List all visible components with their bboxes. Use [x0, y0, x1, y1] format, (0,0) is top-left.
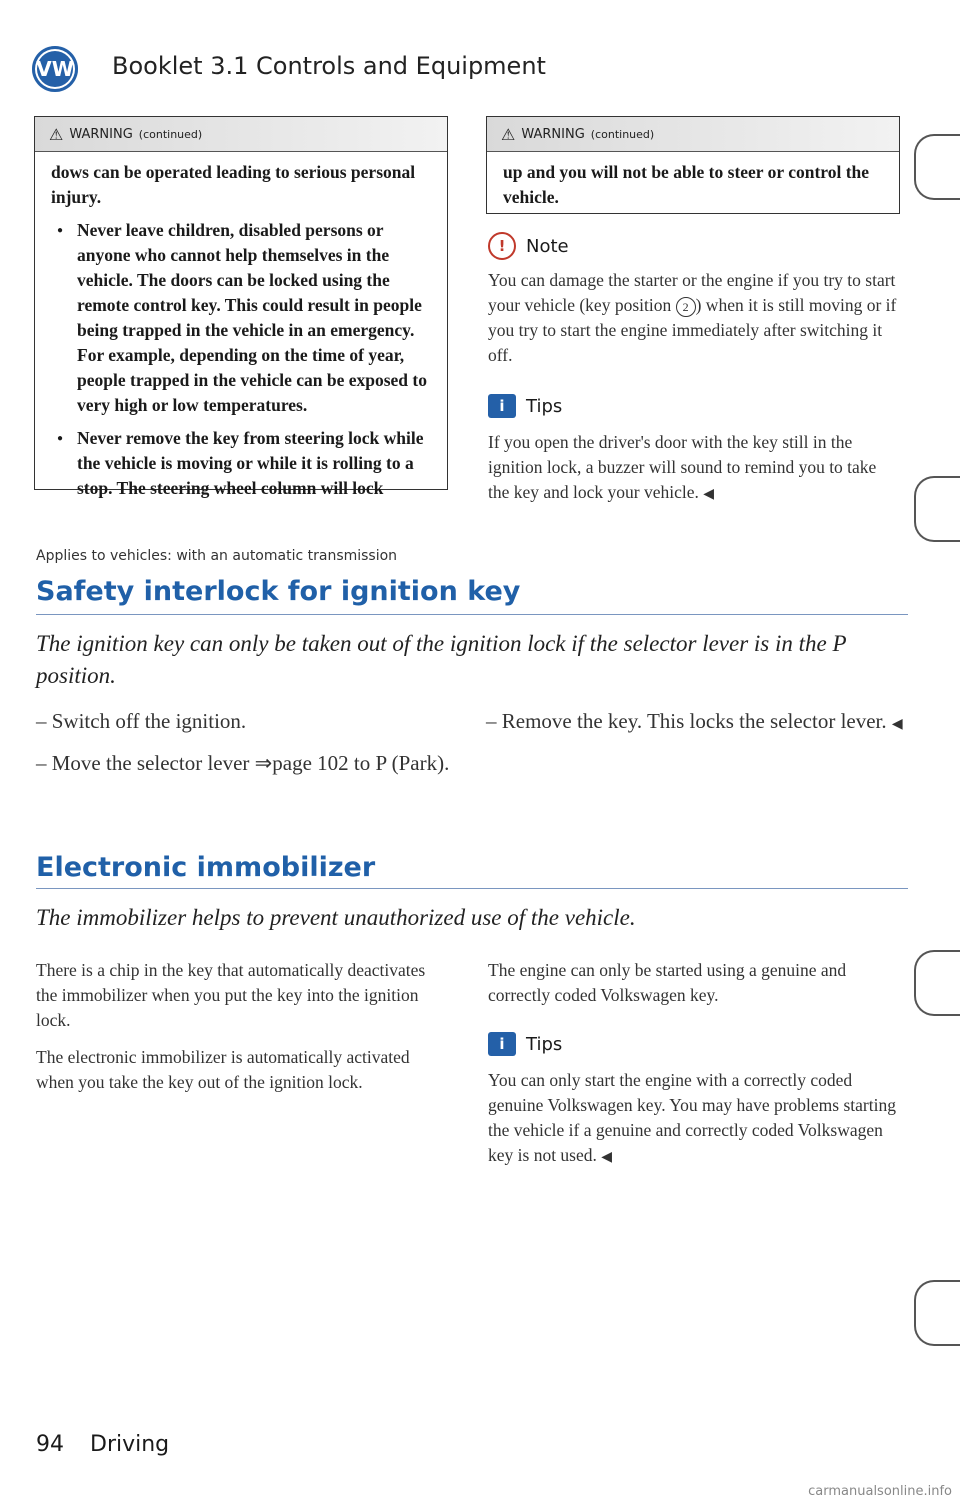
- step-item: – Switch off the ignition.: [36, 709, 247, 733]
- note-header: ! Note: [488, 232, 900, 260]
- applies-to-label: Applies to vehicles: with an automatic transmission: [36, 548, 398, 564]
- tips-text: If you open the driver's door with the key still in the ignition lock, a buzzer will sound to remind you to take the key and lock your vehicle. ◀: [488, 432, 877, 502]
- immobilizer-text-left: [36, 958, 450, 1107]
- warning-triangle-icon: ⚠: [501, 124, 516, 144]
- section-lead: The immobilizer helps to prevent unauthorized use of the vehicle.: [36, 905, 636, 930]
- tips-box: [488, 1032, 900, 1170]
- warning-header: ⚠ WARNING (continued): [487, 117, 899, 152]
- warning-header: ⚠ WARNING (continued): [35, 117, 447, 152]
- steps-left: [36, 706, 454, 790]
- key-position-badge: 2: [676, 297, 696, 317]
- warning-bullet: ● Never remove the key from steering lock while the vehicle is moving or while it is rolling to a stop. The steering wheel column will lock: [51, 426, 433, 501]
- step-item: – Remove the key. This locks the selector lever. ◀: [486, 709, 903, 733]
- thumb-tab-marker: [914, 476, 960, 542]
- warning-bullet: ● Never leave children, disabled persons or anyone who cannot help themselves in the vehicle. The doors can be locked using the remote control key. This could result in people being trapped in the vehicle in an emergency. For example, depending on the time of year, people trapped in the vehicle can be exposed to very high or low temperatures.: [51, 218, 433, 418]
- section-name: Driving: [90, 1432, 170, 1457]
- back-arrow-icon: ◀: [601, 1150, 613, 1165]
- watermark: carmanualsonline.info: [808, 1484, 952, 1499]
- warning-body: [487, 152, 899, 226]
- thumb-tab-marker: [914, 950, 960, 1016]
- section-divider: [36, 888, 908, 889]
- tips-header: i Tips: [488, 1032, 900, 1056]
- note-box: [488, 232, 900, 368]
- warning-box-left: [34, 116, 448, 498]
- tips-box: [488, 394, 900, 507]
- tips-header: i Tips: [488, 394, 900, 418]
- section-title: Electronic immobilizer: [36, 852, 376, 883]
- section-lead: The ignition key can only be taken out of the ignition lock if the selector lever is in the P position.: [36, 631, 847, 688]
- thumb-tab-marker: [914, 134, 960, 200]
- thumb-tab-marker: [914, 1280, 960, 1346]
- tips-info-icon: i: [488, 394, 516, 418]
- paragraph: The engine can only be started using a genuine and correctly coded Volkswagen key.: [488, 960, 847, 1005]
- warning-intro: dows can be operated leading to serious personal injury.: [51, 162, 416, 207]
- note-icon: !: [488, 232, 516, 260]
- steps-right: [486, 706, 904, 752]
- tips-text: You can only start the engine with a correctly coded genuine Volkswagen key. You may have problems starting the vehicle if a genuine and correctly coded Volkswagen key is not used. ◀: [488, 1070, 896, 1165]
- warning-triangle-icon: ⚠: [49, 124, 64, 144]
- paragraph: The electronic immobilizer is automatically activated when you take the key out of the ignition lock.: [36, 1047, 410, 1092]
- section-divider: [36, 614, 908, 615]
- immobilizer-text-right: [488, 958, 900, 1020]
- warning-body: [35, 152, 447, 517]
- back-arrow-icon: ◀: [891, 717, 903, 732]
- page-number: 94: [36, 1432, 64, 1457]
- booklet-title: Booklet 3.1 Controls and Equipment: [112, 52, 546, 80]
- tips-info-icon: i: [488, 1032, 516, 1056]
- section-title: Safety interlock for ignition key: [36, 576, 521, 607]
- back-arrow-icon: ◀: [703, 487, 715, 502]
- note-text: You can damage the starter or the engine if you try to start your vehicle (key position 2 ) when it is still moving or if you try to start the engine immediately after switching it off.: [488, 270, 897, 365]
- vw-logo: VW: [32, 46, 78, 92]
- warning-text: up and you will not be able to steer or control the vehicle.: [503, 162, 870, 207]
- step-item: – Move the selector lever ⇒page 102 to P (Park).: [36, 751, 450, 775]
- warning-box-right: [486, 116, 900, 214]
- paragraph: There is a chip in the key that automatically deactivates the immobilizer when you put the key into the ignition lock.: [36, 960, 426, 1030]
